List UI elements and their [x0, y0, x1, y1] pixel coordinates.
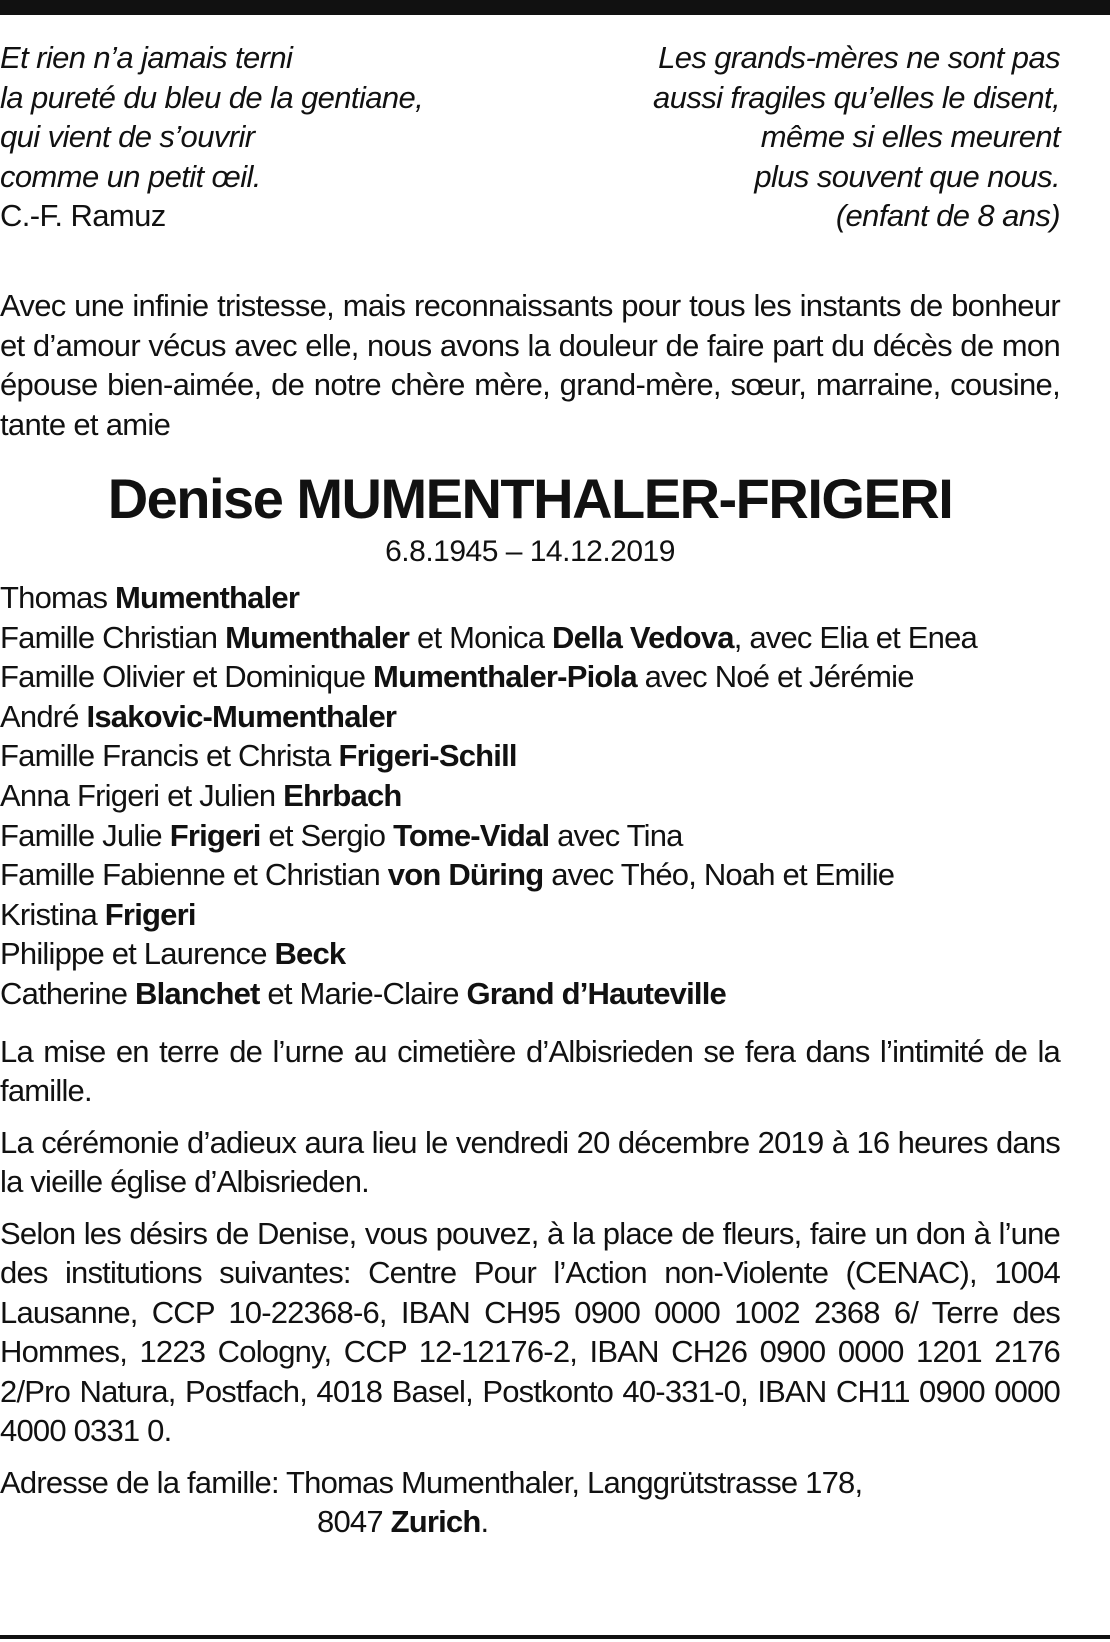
family-given-names: Famille Julie [0, 817, 170, 853]
family-given-names: Famille Fabienne et Christian [0, 857, 388, 893]
address-city: Zurich [390, 1504, 481, 1540]
quote-line: comme un petit œil. [0, 158, 261, 194]
quote-line: la pureté du bleu de la gentiane, [0, 79, 424, 115]
family-surname: Blanchet [135, 975, 260, 1011]
family-member-row [0, 736, 1060, 776]
family-member-row [0, 895, 1060, 935]
family-surname: Grand d’Hauteville [466, 975, 726, 1011]
family-given-names: Famille Christian [0, 619, 226, 655]
family-surname: Della Vedova [552, 619, 734, 655]
family-member-row [0, 855, 1060, 895]
family-member-row [0, 934, 1060, 974]
bottom-rule [0, 1635, 1110, 1639]
family-given-names: et Marie-Claire [259, 975, 467, 1011]
family-surname: Mumenthaler [225, 619, 410, 655]
family-member-row [0, 816, 1060, 856]
family-list [0, 578, 1060, 1014]
quote-child [653, 38, 1060, 236]
family-given-names: André [0, 698, 87, 734]
family-given-names: avec Tina [549, 817, 683, 853]
family-surname: Mumenthaler [115, 580, 300, 615]
quote-author: C.-F. Ramuz [0, 198, 166, 233]
quote-line: Les grands-mères ne sont pas [658, 40, 1060, 75]
family-member-row [0, 974, 1060, 1014]
family-surname: Tome-Vidal [393, 817, 550, 853]
family-given-names: et Sergio [260, 817, 394, 853]
family-surname: Frigeri [104, 896, 196, 932]
address-end: . [480, 1504, 489, 1540]
quote-line: Et rien n’a jamais terni [0, 40, 293, 75]
family-surname: Frigeri-Schill [338, 738, 517, 774]
address-postcode: 8047 [317, 1504, 391, 1540]
family-surname: Mumenthaler-Piola [373, 659, 637, 695]
family-given-names: et Monica [409, 619, 553, 655]
family-surname: Ehrbach [283, 777, 402, 813]
quote-line: qui vient de s’ouvrir [0, 119, 255, 154]
quote-line: aussi fragiles qu’elles le disent, [653, 79, 1060, 115]
family-given-names: Thomas [0, 580, 115, 615]
donations-text: Selon les désirs de Denise, vous pouvez, à la place de fleurs, faire un don à l’une des institutions suivantes: Centre Pour l’Action non-Violente (CENAC), 1004 Lausanne, CCP 10-22368-6, IBAN CH95 0900 0000 1002 2368 6/ Terre des Hommes, 1223 Cologny, CCP 12-12176-2, IBAN CH26 0900 0000 1201 2176 2/Pro Natura, Postfach, 4018 Basel, Postkonto 40-331-0, IBAN CH11 0900 0000 4000 0331 0. [0, 1215, 1060, 1449]
quote-author: (enfant de 8 ans) [835, 198, 1060, 233]
ceremony-text: La cérémonie d’adieux aura lieu le vendredi 20 décembre 2019 à 16 heures dans la vieille église d’Albisrieden. [0, 1124, 1060, 1200]
family-surname: Isakovic-Mumenthaler [86, 698, 397, 734]
family-given-names: Famille Olivier et Dominique [0, 659, 374, 695]
obituary-notice [0, 38, 1060, 1542]
family-given-names: Anna Frigeri et Julien [0, 777, 284, 813]
family-surname: von Düring [387, 857, 544, 893]
family-given-names: Philippe et Laurence [0, 936, 275, 972]
quote-line: plus souvent que nous. [754, 158, 1060, 194]
family-given-names: avec Théo, Noah et Emilie [543, 857, 895, 893]
family-given-names: Famille Francis et Christa [0, 738, 339, 774]
address-line: Adresse de la famille: Thomas Mumenthaler, Langgrütstrasse 178, [0, 1464, 863, 1500]
family-given-names: Kristina [0, 896, 105, 932]
family-member-row [0, 697, 1060, 737]
family-member-row [0, 578, 1060, 618]
family-address [0, 1463, 1060, 1542]
intro-text: Avec une infinie tristesse, mais reconnaissants pour tous les instants de bonheur et d’amour vécus avec elle, nous avons la douleur de faire part du décès de mon épouse bien-aimée, de notre chère mère, grand-mère, sœur, marraine, cousine, tante et amie [0, 288, 1060, 442]
burial-text: La mise en terre de l’urne au cimetière d’Albisrieden se fera dans l’intimité de la famille. [0, 1033, 1060, 1109]
top-rule [0, 0, 1110, 15]
family-surname: Beck [274, 936, 346, 972]
family-given-names: , avec Elia et Enea [733, 619, 977, 655]
address-city-line [0, 1502, 1060, 1542]
family-given-names: avec Noé et Jérémie [636, 659, 914, 695]
family-given-names: Catherine [0, 975, 136, 1011]
family-surname: Frigeri [169, 817, 261, 853]
family-member-row [0, 657, 1060, 697]
family-member-row [0, 776, 1060, 816]
family-member-row [0, 618, 1060, 658]
quote-ramuz [0, 38, 423, 236]
life-dates: 6.8.1945 – 14.12.2019 [385, 535, 675, 568]
quotes [0, 38, 1060, 248]
quote-line: même si elles meurent [760, 119, 1060, 154]
deceased-name: Denise MUMENTHALER-FRIGERI [107, 467, 953, 530]
